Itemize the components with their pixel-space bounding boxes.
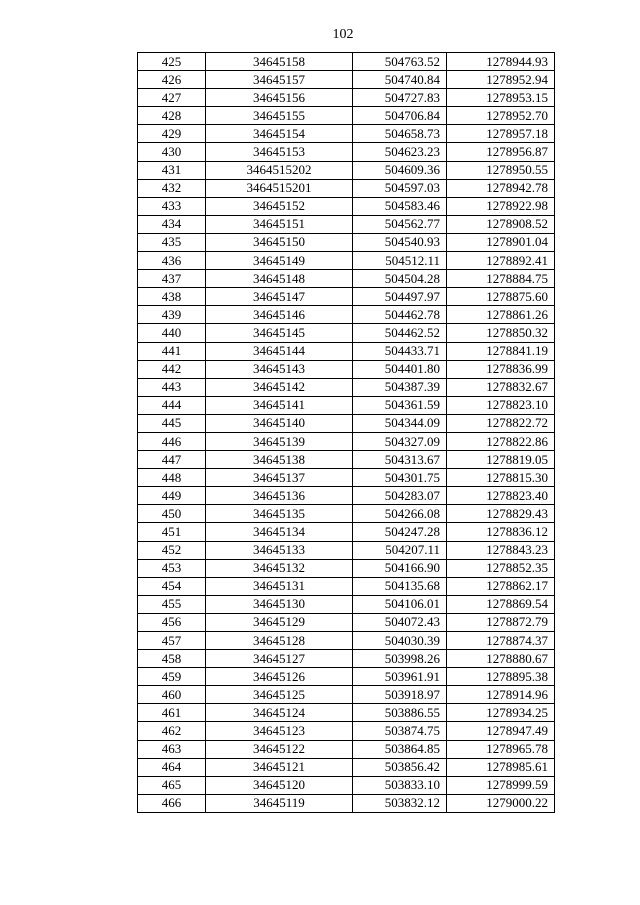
x-coordinate-cell: 504609.36 (353, 161, 447, 179)
point-id-cell: 34645158 (206, 53, 353, 71)
point-id-cell: 34645128 (206, 632, 353, 650)
table-row (138, 451, 555, 469)
point-id-cell: 34645136 (206, 487, 353, 505)
table-row (138, 632, 555, 650)
point-id-cell: 34645157 (206, 71, 353, 89)
row-number-cell: 426 (138, 71, 206, 89)
row-number-cell: 427 (138, 89, 206, 107)
table-row (138, 342, 555, 360)
row-number-cell: 464 (138, 758, 206, 776)
row-number-cell: 428 (138, 107, 206, 125)
y-coordinate-cell: 1278942.78 (447, 179, 555, 197)
y-coordinate-cell: 1278841.19 (447, 342, 555, 360)
row-number-cell: 461 (138, 704, 206, 722)
table-row (138, 650, 555, 668)
x-coordinate-cell: 504504.28 (353, 270, 447, 288)
point-id-cell: 34645147 (206, 288, 353, 306)
x-coordinate-cell: 504658.73 (353, 125, 447, 143)
y-coordinate-cell: 1278861.26 (447, 306, 555, 324)
x-coordinate-cell: 503886.55 (353, 704, 447, 722)
x-coordinate-cell: 503864.85 (353, 740, 447, 758)
row-number-cell: 437 (138, 270, 206, 288)
table-row (138, 668, 555, 686)
row-number-cell: 442 (138, 360, 206, 378)
point-id-cell: 34645141 (206, 396, 353, 414)
row-number-cell: 425 (138, 53, 206, 71)
point-id-cell: 34645124 (206, 704, 353, 722)
row-number-cell: 454 (138, 577, 206, 595)
row-number-cell: 445 (138, 414, 206, 432)
x-coordinate-cell: 504401.80 (353, 360, 447, 378)
row-number-cell: 458 (138, 650, 206, 668)
table-row (138, 505, 555, 523)
row-number-cell: 459 (138, 668, 206, 686)
x-coordinate-cell: 503856.42 (353, 758, 447, 776)
row-number-cell: 429 (138, 125, 206, 143)
y-coordinate-cell: 1278836.99 (447, 360, 555, 378)
x-coordinate-cell: 504327.09 (353, 432, 447, 450)
y-coordinate-cell: 1278952.70 (447, 107, 555, 125)
x-coordinate-cell: 504583.46 (353, 197, 447, 215)
point-id-cell: 34645129 (206, 613, 353, 631)
y-coordinate-cell: 1278901.04 (447, 233, 555, 251)
point-id-cell: 34645140 (206, 414, 353, 432)
point-id-cell: 34645153 (206, 143, 353, 161)
row-number-cell: 460 (138, 686, 206, 704)
point-id-cell: 3464515202 (206, 161, 353, 179)
row-number-cell: 466 (138, 794, 206, 812)
table-row (138, 541, 555, 559)
row-number-cell: 446 (138, 432, 206, 450)
row-number-cell: 444 (138, 396, 206, 414)
table-row (138, 794, 555, 812)
point-id-cell: 34645146 (206, 306, 353, 324)
table-row (138, 396, 555, 414)
point-id-cell: 34645137 (206, 469, 353, 487)
point-id-cell: 34645151 (206, 215, 353, 233)
point-id-cell: 34645125 (206, 686, 353, 704)
y-coordinate-cell: 1278956.87 (447, 143, 555, 161)
point-id-cell: 34645149 (206, 252, 353, 270)
table-row (138, 776, 555, 794)
row-number-cell: 441 (138, 342, 206, 360)
row-number-cell: 433 (138, 197, 206, 215)
point-id-cell: 34645144 (206, 342, 353, 360)
table-row (138, 577, 555, 595)
y-coordinate-cell: 1278815.30 (447, 469, 555, 487)
x-coordinate-cell: 504135.68 (353, 577, 447, 595)
table-row (138, 487, 555, 505)
x-coordinate-cell: 504247.28 (353, 523, 447, 541)
x-coordinate-cell: 504706.84 (353, 107, 447, 125)
y-coordinate-cell: 1278957.18 (447, 125, 555, 143)
row-number-cell: 465 (138, 776, 206, 794)
table-row (138, 107, 555, 125)
y-coordinate-cell: 1278822.86 (447, 432, 555, 450)
row-number-cell: 462 (138, 722, 206, 740)
row-number-cell: 438 (138, 288, 206, 306)
row-number-cell: 448 (138, 469, 206, 487)
table-row (138, 215, 555, 233)
table-row (138, 378, 555, 396)
x-coordinate-cell: 503874.75 (353, 722, 447, 740)
table-row (138, 613, 555, 631)
x-coordinate-cell: 504623.23 (353, 143, 447, 161)
y-coordinate-cell: 1278895.38 (447, 668, 555, 686)
point-id-cell: 34645119 (206, 794, 353, 812)
table-row (138, 740, 555, 758)
point-id-cell: 34645155 (206, 107, 353, 125)
row-number-cell: 455 (138, 595, 206, 613)
y-coordinate-cell: 1278869.54 (447, 595, 555, 613)
table-row (138, 197, 555, 215)
y-coordinate-cell: 1278823.40 (447, 487, 555, 505)
x-coordinate-cell: 504361.59 (353, 396, 447, 414)
y-coordinate-cell: 1278850.32 (447, 324, 555, 342)
point-id-cell: 34645152 (206, 197, 353, 215)
x-coordinate-cell: 503918.97 (353, 686, 447, 704)
coordinates-table-body (138, 53, 555, 813)
row-number-cell: 449 (138, 487, 206, 505)
table-row (138, 595, 555, 613)
row-number-cell: 439 (138, 306, 206, 324)
x-coordinate-cell: 503998.26 (353, 650, 447, 668)
table-row (138, 306, 555, 324)
row-number-cell: 452 (138, 541, 206, 559)
point-id-cell: 34645154 (206, 125, 353, 143)
point-id-cell: 34645156 (206, 89, 353, 107)
y-coordinate-cell: 1278965.78 (447, 740, 555, 758)
table-row (138, 432, 555, 450)
x-coordinate-cell: 504540.93 (353, 233, 447, 251)
table-row (138, 161, 555, 179)
table-row (138, 469, 555, 487)
page-number: 102 (332, 27, 354, 42)
row-number-cell: 431 (138, 161, 206, 179)
x-coordinate-cell: 503832.12 (353, 794, 447, 812)
row-number-cell: 451 (138, 523, 206, 541)
x-coordinate-cell: 504166.90 (353, 559, 447, 577)
table-row (138, 523, 555, 541)
row-number-cell: 447 (138, 451, 206, 469)
y-coordinate-cell: 1278822.72 (447, 414, 555, 432)
x-coordinate-cell: 504740.84 (353, 71, 447, 89)
y-coordinate-cell: 1278832.67 (447, 378, 555, 396)
point-id-cell: 3464515201 (206, 179, 353, 197)
table-row (138, 360, 555, 378)
x-coordinate-cell: 504106.01 (353, 595, 447, 613)
table-row (138, 288, 555, 306)
point-id-cell: 34645148 (206, 270, 353, 288)
row-number-cell: 440 (138, 324, 206, 342)
y-coordinate-cell: 1278862.17 (447, 577, 555, 595)
y-coordinate-cell: 1278875.60 (447, 288, 555, 306)
row-number-cell: 450 (138, 505, 206, 523)
coordinates-table (137, 52, 555, 813)
row-number-cell: 453 (138, 559, 206, 577)
y-coordinate-cell: 1278892.41 (447, 252, 555, 270)
x-coordinate-cell: 504266.08 (353, 505, 447, 523)
y-coordinate-cell: 1278880.67 (447, 650, 555, 668)
x-coordinate-cell: 504462.78 (353, 306, 447, 324)
table-row (138, 559, 555, 577)
point-id-cell: 34645150 (206, 233, 353, 251)
y-coordinate-cell: 1278999.59 (447, 776, 555, 794)
table-row (138, 414, 555, 432)
y-coordinate-cell: 1278836.12 (447, 523, 555, 541)
x-coordinate-cell: 504497.97 (353, 288, 447, 306)
table-row (138, 758, 555, 776)
x-coordinate-cell: 504597.03 (353, 179, 447, 197)
row-number-cell: 434 (138, 215, 206, 233)
row-number-cell: 436 (138, 252, 206, 270)
table-row (138, 179, 555, 197)
y-coordinate-cell: 1278934.25 (447, 704, 555, 722)
x-coordinate-cell: 504462.52 (353, 324, 447, 342)
x-coordinate-cell: 504207.11 (353, 541, 447, 559)
y-coordinate-cell: 1278947.49 (447, 722, 555, 740)
y-coordinate-cell: 1278922.98 (447, 197, 555, 215)
x-coordinate-cell: 504030.39 (353, 632, 447, 650)
row-number-cell: 463 (138, 740, 206, 758)
table-row (138, 71, 555, 89)
point-id-cell: 34645142 (206, 378, 353, 396)
table-row (138, 143, 555, 161)
point-id-cell: 34645133 (206, 541, 353, 559)
row-number-cell: 435 (138, 233, 206, 251)
point-id-cell: 34645135 (206, 505, 353, 523)
x-coordinate-cell: 504763.52 (353, 53, 447, 71)
table-row (138, 686, 555, 704)
table-row (138, 722, 555, 740)
point-id-cell: 34645120 (206, 776, 353, 794)
y-coordinate-cell: 1278985.61 (447, 758, 555, 776)
point-id-cell: 34645134 (206, 523, 353, 541)
point-id-cell: 34645127 (206, 650, 353, 668)
point-id-cell: 34645123 (206, 722, 353, 740)
point-id-cell: 34645122 (206, 740, 353, 758)
x-coordinate-cell: 503961.91 (353, 668, 447, 686)
y-coordinate-cell: 1278908.52 (447, 215, 555, 233)
table-row (138, 89, 555, 107)
y-coordinate-cell: 1278874.37 (447, 632, 555, 650)
x-coordinate-cell: 504512.11 (353, 252, 447, 270)
x-coordinate-cell: 504283.07 (353, 487, 447, 505)
x-coordinate-cell: 504344.09 (353, 414, 447, 432)
point-id-cell: 34645126 (206, 668, 353, 686)
point-id-cell: 34645130 (206, 595, 353, 613)
x-coordinate-cell: 504433.71 (353, 342, 447, 360)
table-row (138, 125, 555, 143)
y-coordinate-cell: 1278953.15 (447, 89, 555, 107)
x-coordinate-cell: 504072.43 (353, 613, 447, 631)
y-coordinate-cell: 1278843.23 (447, 541, 555, 559)
y-coordinate-cell: 1278819.05 (447, 451, 555, 469)
row-number-cell: 456 (138, 613, 206, 631)
point-id-cell: 34645139 (206, 432, 353, 450)
point-id-cell: 34645145 (206, 324, 353, 342)
y-coordinate-cell: 1278852.35 (447, 559, 555, 577)
y-coordinate-cell: 1278884.75 (447, 270, 555, 288)
table-row (138, 704, 555, 722)
x-coordinate-cell: 504387.39 (353, 378, 447, 396)
table-row (138, 233, 555, 251)
row-number-cell: 443 (138, 378, 206, 396)
x-coordinate-cell: 504727.83 (353, 89, 447, 107)
y-coordinate-cell: 1278944.93 (447, 53, 555, 71)
y-coordinate-cell: 1278952.94 (447, 71, 555, 89)
table-row (138, 53, 555, 71)
point-id-cell: 34645138 (206, 451, 353, 469)
y-coordinate-cell: 1278872.79 (447, 613, 555, 631)
y-coordinate-cell: 1278950.55 (447, 161, 555, 179)
table-row (138, 252, 555, 270)
table-row (138, 324, 555, 342)
point-id-cell: 34645121 (206, 758, 353, 776)
point-id-cell: 34645132 (206, 559, 353, 577)
x-coordinate-cell: 504562.77 (353, 215, 447, 233)
y-coordinate-cell: 1278914.96 (447, 686, 555, 704)
y-coordinate-cell: 1278823.10 (447, 396, 555, 414)
row-number-cell: 430 (138, 143, 206, 161)
row-number-cell: 457 (138, 632, 206, 650)
x-coordinate-cell: 504313.67 (353, 451, 447, 469)
row-number-cell: 432 (138, 179, 206, 197)
x-coordinate-cell: 503833.10 (353, 776, 447, 794)
table-row (138, 270, 555, 288)
point-id-cell: 34645131 (206, 577, 353, 595)
y-coordinate-cell: 1279000.22 (447, 794, 555, 812)
y-coordinate-cell: 1278829.43 (447, 505, 555, 523)
point-id-cell: 34645143 (206, 360, 353, 378)
x-coordinate-cell: 504301.75 (353, 469, 447, 487)
